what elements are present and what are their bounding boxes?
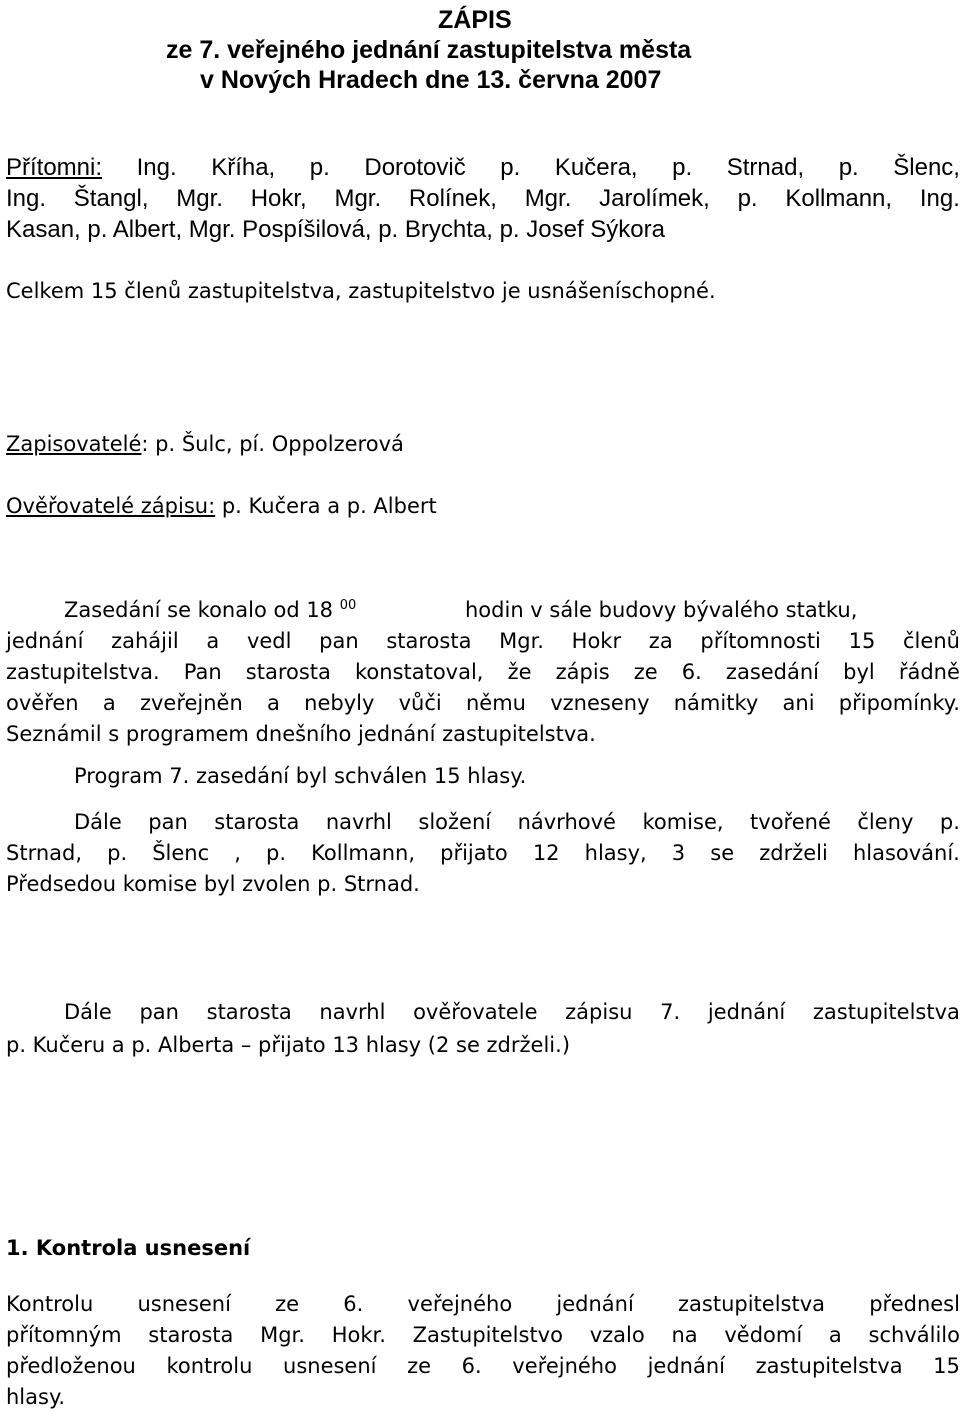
- word: přítomným: [6, 1323, 122, 1347]
- word: navrhl: [319, 1000, 386, 1024]
- word: ověřovatele: [413, 1000, 538, 1024]
- word: schválilo: [868, 1323, 960, 1347]
- word: hlasy,: [584, 841, 647, 865]
- word: Ing.: [919, 185, 960, 212]
- word: Kollmann,: [311, 841, 416, 865]
- word: nebyly: [304, 691, 375, 715]
- word: hlasování.: [852, 841, 960, 865]
- word: veřejného: [512, 1354, 617, 1378]
- word: starosta: [245, 660, 331, 684]
- word: zastupitelstva: [812, 1000, 960, 1024]
- recorders-line: [6, 432, 404, 456]
- word: pan: [139, 1000, 179, 1024]
- verification-line-2: p. Kučeru a p. Alberta – přijato 13 hlasy (2 se zdrželi.): [6, 1033, 571, 1057]
- recorders-label: Zapisovatelé: [6, 432, 142, 456]
- word: ze: [633, 660, 658, 684]
- opening-line-4: [6, 691, 960, 715]
- word: jednání: [6, 629, 84, 653]
- word: Pan: [183, 660, 222, 684]
- word: návrhové: [517, 810, 616, 834]
- word: ověřen: [6, 691, 79, 715]
- word: konstatoval,: [354, 660, 484, 684]
- word: starosta: [386, 629, 472, 653]
- word: vzneseny: [550, 691, 650, 715]
- word: a: [102, 691, 116, 715]
- document-title: ZÁPIS: [438, 6, 512, 34]
- section-heading: 1. Kontrola usnesení: [6, 1236, 251, 1260]
- word: Hokr,: [250, 185, 307, 212]
- word: že: [507, 660, 532, 684]
- word: komise,: [642, 810, 724, 834]
- word: pan: [148, 810, 188, 834]
- word: kontrolu: [166, 1354, 253, 1378]
- word: 7.: [660, 1000, 681, 1024]
- word: a: [267, 691, 280, 715]
- word: ze: [275, 1292, 300, 1316]
- word: zápis: [555, 660, 610, 684]
- word: p.: [672, 154, 693, 181]
- word: 12: [532, 841, 560, 865]
- word: připomínky.: [838, 691, 960, 715]
- attendance-line-2: [6, 185, 960, 213]
- word: veřejného: [407, 1292, 513, 1316]
- word: 15: [933, 1354, 960, 1378]
- document-subtitle-line-2: v Nových Hradech dne 13. června 2007: [200, 66, 662, 94]
- word: na: [671, 1323, 698, 1347]
- word: přítomnosti: [700, 629, 821, 653]
- word: p.: [309, 154, 330, 181]
- word: předloženou: [6, 1354, 136, 1378]
- section-line-2: [6, 1323, 960, 1347]
- word: starosta: [148, 1323, 234, 1347]
- word: starosta: [214, 810, 300, 834]
- word: 6.: [343, 1292, 364, 1316]
- word: navrhl: [325, 810, 392, 834]
- word: vůči: [398, 691, 442, 715]
- word: Strnad,: [6, 841, 83, 865]
- word: usnesení: [283, 1354, 377, 1378]
- word: Zastupitelstvo: [412, 1323, 563, 1347]
- word: vědomí: [724, 1323, 803, 1347]
- word: Ing.: [136, 154, 177, 181]
- word: Ing.: [6, 185, 47, 212]
- word: Štangl,: [73, 185, 149, 212]
- word: Hokr: [571, 629, 622, 653]
- attendance-line-1: [6, 154, 960, 182]
- word: ze: [407, 1354, 432, 1378]
- opening-text: Zasedání se konalo od 18: [64, 598, 334, 622]
- word: Kučera,: [554, 154, 638, 181]
- document-subtitle-line-1: ze 7. veřejného jednání zastupitelstva města: [166, 36, 692, 64]
- time-superscript: 00: [339, 598, 357, 613]
- word: zastupitelstva: [755, 1354, 903, 1378]
- word: Hokr.: [331, 1323, 386, 1347]
- attendance-label: Přítomni:: [6, 154, 103, 181]
- section-line-1: [6, 1292, 960, 1316]
- word: jednání: [647, 1354, 725, 1378]
- word: a: [828, 1323, 842, 1347]
- word: a: [206, 629, 220, 653]
- quorum-statement: Celkem 15 členů zastupitelstva, zastupitelstvo je usnášeníschopné.: [6, 279, 716, 303]
- opening-line-5: Seznámil s programem dnešního jednání zastupitelstva.: [6, 722, 596, 746]
- section-line-4: hlasy.: [6, 1385, 66, 1409]
- word: 15: [848, 629, 876, 653]
- word: byl: [843, 660, 875, 684]
- word: Mgr.: [499, 629, 544, 653]
- attendance-line-3: Kasan, p. Albert, Mgr. Pospíšilová, p. Brychta, p. Josef Sýkora: [6, 216, 665, 243]
- word: námitky: [673, 691, 759, 715]
- word: Dorotovič: [364, 154, 466, 181]
- word: p.: [107, 841, 128, 865]
- word: pan: [319, 629, 359, 653]
- word: Dále: [64, 1000, 112, 1024]
- word: Kollmann,: [785, 185, 893, 212]
- commission-line-3: Předsedou komise byl zvolen p. Strnad.: [6, 872, 420, 896]
- word: němu: [465, 691, 526, 715]
- verifiers-label: Ověřovatelé zápisu:: [6, 494, 216, 518]
- verification-line-1: [64, 1000, 960, 1024]
- word: starosta: [206, 1000, 292, 1024]
- word: jednání: [707, 1000, 786, 1024]
- opening-line-1b: hodin v sále budovy bývalého statku,: [465, 598, 858, 622]
- word: Dále: [74, 810, 122, 834]
- verifiers-line: [6, 494, 437, 518]
- word: ,: [234, 841, 241, 865]
- word: Mgr.: [334, 185, 382, 212]
- word: Kříha,: [211, 154, 276, 181]
- word: Kontrolu: [6, 1292, 94, 1316]
- opening-line-2: [6, 629, 960, 653]
- word: přednesl: [869, 1292, 960, 1316]
- recorders-value: : p. Šulc, pí. Oppolzerová: [141, 432, 404, 456]
- word: zveřejněn: [139, 691, 243, 715]
- word: p.: [939, 810, 960, 834]
- word: Strnad,: [726, 154, 805, 181]
- word: 3: [671, 841, 686, 865]
- word: zasedání: [725, 660, 820, 684]
- word: zdrželi: [759, 841, 828, 865]
- word: zastupitelstva: [678, 1292, 825, 1316]
- word: usnesení: [137, 1292, 231, 1316]
- word: Mgr.: [176, 185, 223, 212]
- word: vzalo: [589, 1323, 645, 1347]
- section-line-3: [6, 1354, 960, 1378]
- opening-line-1a: [64, 598, 356, 622]
- program-approval: Program 7. zasedání byl schválen 15 hlasy.: [74, 764, 527, 788]
- word: řádně: [898, 660, 960, 684]
- word: přijato: [440, 841, 508, 865]
- word: p.: [838, 154, 859, 181]
- word: Šlenc,: [893, 154, 960, 181]
- word: zastupitelstva.: [6, 660, 160, 684]
- word: za: [648, 629, 673, 653]
- word: 6.: [681, 660, 702, 684]
- word: jednání: [556, 1292, 634, 1316]
- opening-line-3: [6, 660, 960, 684]
- word: Mgr.: [260, 1323, 305, 1347]
- word: zápisu: [565, 1000, 633, 1024]
- commission-line-2: [6, 841, 960, 865]
- word: 6.: [461, 1354, 482, 1378]
- word: p.: [266, 841, 287, 865]
- word: tvořené: [750, 810, 831, 834]
- word: složení: [418, 810, 492, 834]
- word: ani: [782, 691, 815, 715]
- word: p.: [737, 185, 758, 212]
- word: Rolínek,: [408, 185, 497, 212]
- word: Mgr.: [524, 185, 572, 212]
- word: p.: [500, 154, 521, 181]
- word: členů: [903, 629, 960, 653]
- word: Šlenc: [152, 841, 210, 865]
- word: vedl: [246, 629, 292, 653]
- word: členy: [857, 810, 914, 834]
- word: Jarolímek,: [599, 185, 710, 212]
- verifiers-value: p. Kučera a p. Albert: [215, 494, 437, 518]
- word: zahájil: [111, 629, 179, 653]
- commission-line-1: [74, 810, 960, 834]
- word: se: [710, 841, 735, 865]
